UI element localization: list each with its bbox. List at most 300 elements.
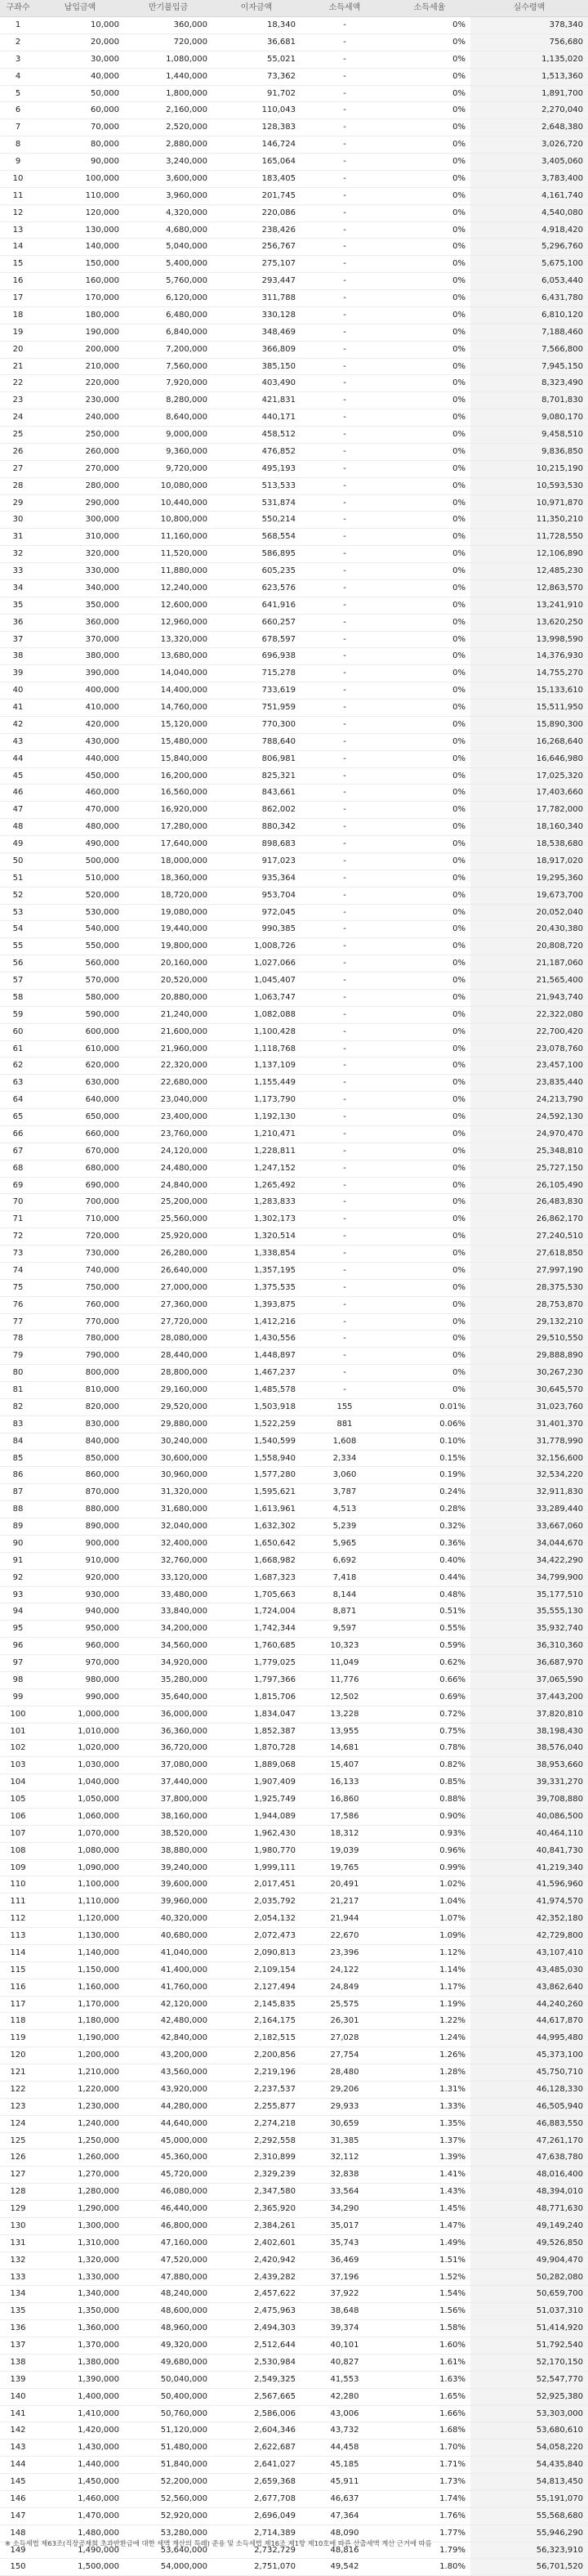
cell-income-tax: -	[301, 443, 389, 460]
cell-maturity-total: 32,400,000	[124, 1535, 212, 1552]
cell-maturity-total: 16,920,000	[124, 802, 212, 819]
cell-net-amount: 52,547,770	[470, 2371, 588, 2388]
cell-income-tax: 1,608	[301, 1433, 389, 1450]
cell-income-tax: 30,659	[301, 2115, 389, 2132]
cell-units: 14	[0, 239, 36, 256]
cell-tax-rate: 0%	[389, 170, 470, 187]
cell-units: 18	[0, 306, 36, 324]
cell-income-tax: -	[301, 700, 389, 717]
cell-interest: 36,681	[212, 34, 301, 51]
cell-payment: 1,240,000	[36, 2115, 124, 2132]
cell-tax-rate: 0%	[389, 409, 470, 427]
cell-maturity-total: 44,640,000	[124, 2115, 212, 2132]
table-row	[0, 239, 588, 256]
cell-tax-rate: 0%	[389, 51, 470, 68]
cell-tax-rate: 0%	[389, 1246, 470, 1263]
table-row	[0, 1979, 588, 1996]
cell-income-tax: 22,670	[301, 1928, 389, 1945]
cell-net-amount: 15,511,950	[470, 700, 588, 717]
table-row	[0, 1671, 588, 1688]
cell-interest: 2,237,537	[212, 2081, 301, 2098]
cell-maturity-total: 27,360,000	[124, 1296, 212, 1313]
cell-payment: 430,000	[36, 733, 124, 750]
cell-tax-rate: 0%	[389, 239, 470, 256]
cell-maturity-total: 24,480,000	[124, 1160, 212, 1177]
cell-units: 83	[0, 1415, 36, 1433]
cell-interest: 2,457,622	[212, 2286, 301, 2303]
cell-net-amount: 22,700,420	[470, 1023, 588, 1040]
table-row	[0, 34, 588, 51]
cell-tax-rate: 0.01%	[389, 1398, 470, 1415]
cell-units: 87	[0, 1484, 36, 1501]
cell-interest: 696,938	[212, 648, 301, 665]
cell-net-amount: 50,282,080	[470, 2269, 588, 2286]
cell-tax-rate: 0%	[389, 1040, 470, 1058]
cell-net-amount: 7,566,800	[470, 341, 588, 358]
cell-tax-rate: 0%	[389, 1330, 470, 1348]
cell-tax-rate: 0.32%	[389, 1518, 470, 1536]
cell-income-tax: -	[301, 324, 389, 341]
cell-tax-rate: 1.70%	[389, 2440, 470, 2457]
table-row	[0, 1484, 588, 1501]
cell-payment: 280,000	[36, 477, 124, 494]
cell-tax-rate: 1.28%	[389, 2064, 470, 2082]
cell-units: 124	[0, 2115, 36, 2132]
cell-tax-rate: 1.24%	[389, 2030, 470, 2047]
table-row	[0, 1228, 588, 1246]
cell-income-tax: -	[301, 1040, 389, 1058]
cell-interest: 788,640	[212, 733, 301, 750]
cell-interest: 1,999,111	[212, 1859, 301, 1876]
cell-payment: 330,000	[36, 563, 124, 580]
cell-payment: 510,000	[36, 870, 124, 887]
cell-net-amount: 32,911,830	[470, 1484, 588, 1501]
cell-net-amount: 42,352,180	[470, 1911, 588, 1928]
cell-maturity-total: 15,480,000	[124, 733, 212, 750]
cell-units: 81	[0, 1382, 36, 1399]
cell-income-tax: -	[301, 750, 389, 767]
cell-payment: 860,000	[36, 1467, 124, 1484]
table-row	[0, 2252, 588, 2269]
cell-net-amount: 45,750,710	[470, 2064, 588, 2082]
cell-payment: 1,100,000	[36, 1876, 124, 1894]
cell-income-tax: 12,502	[301, 1688, 389, 1706]
cell-net-amount: 47,638,780	[470, 2149, 588, 2167]
cell-payment: 480,000	[36, 819, 124, 836]
cell-interest: 641,916	[212, 597, 301, 614]
cell-income-tax: -	[301, 1365, 389, 1382]
table-row	[0, 1382, 588, 1399]
cell-income-tax: -	[301, 631, 389, 648]
cell-net-amount: 41,974,570	[470, 1894, 588, 1911]
cell-payment: 240,000	[36, 409, 124, 427]
cell-maturity-total: 4,320,000	[124, 204, 212, 221]
cell-interest: 1,265,492	[212, 1177, 301, 1194]
cell-payment: 590,000	[36, 1006, 124, 1023]
cell-maturity-total: 30,600,000	[124, 1450, 212, 1467]
cell-net-amount: 6,053,440	[470, 273, 588, 290]
cell-net-amount: 12,485,230	[470, 563, 588, 580]
cell-net-amount: 53,680,610	[470, 2422, 588, 2440]
cell-maturity-total: 35,640,000	[124, 1688, 212, 1706]
cell-payment: 790,000	[36, 1348, 124, 1365]
cell-tax-rate: 0%	[389, 443, 470, 460]
cell-interest: 2,659,368	[212, 2474, 301, 2491]
cell-payment: 70,000	[36, 119, 124, 136]
cell-units: 113	[0, 1928, 36, 1945]
cell-tax-rate: 0%	[389, 187, 470, 204]
cell-maturity-total: 27,720,000	[124, 1313, 212, 1330]
cell-units: 106	[0, 1808, 36, 1825]
table-row	[0, 1348, 588, 1365]
cell-payment: 290,000	[36, 494, 124, 512]
table-row	[0, 1398, 588, 1415]
cell-maturity-total: 46,800,000	[124, 2217, 212, 2234]
cell-units: 20	[0, 341, 36, 358]
cell-income-tax: 41,553	[301, 2371, 389, 2388]
cell-maturity-total: 30,240,000	[124, 1433, 212, 1450]
cell-net-amount: 20,808,720	[470, 938, 588, 955]
cell-tax-rate: 0%	[389, 614, 470, 631]
table-row	[0, 1313, 588, 1330]
cell-tax-rate: 0%	[389, 802, 470, 819]
cell-units: 69	[0, 1177, 36, 1194]
cell-income-tax: 17,586	[301, 1808, 389, 1825]
cell-net-amount: 35,555,130	[470, 1603, 588, 1621]
cell-income-tax: 27,028	[301, 2030, 389, 2047]
cell-units: 138	[0, 2354, 36, 2371]
cell-net-amount: 39,708,880	[470, 1791, 588, 1809]
cell-net-amount: 52,170,150	[470, 2354, 588, 2371]
cell-units: 101	[0, 1723, 36, 1740]
table-row	[0, 1706, 588, 1723]
cell-maturity-total: 28,440,000	[124, 1348, 212, 1365]
cell-units: 55	[0, 938, 36, 955]
cell-maturity-total: 7,560,000	[124, 358, 212, 375]
cell-tax-rate: 0.24%	[389, 1484, 470, 1501]
cell-units: 17	[0, 290, 36, 307]
table-row	[0, 512, 588, 529]
cell-net-amount: 378,340	[470, 17, 588, 34]
cell-units: 105	[0, 1791, 36, 1809]
cell-payment: 1,120,000	[36, 1911, 124, 1928]
cell-payment: 1,150,000	[36, 1961, 124, 1979]
table-row	[0, 51, 588, 68]
cell-payment: 580,000	[36, 989, 124, 1006]
table-row	[0, 614, 588, 631]
table-row	[0, 563, 588, 580]
table-row	[0, 2167, 588, 2184]
cell-units: 125	[0, 2132, 36, 2149]
cell-maturity-total: 46,080,000	[124, 2184, 212, 2201]
cell-maturity-total: 52,920,000	[124, 2507, 212, 2525]
cell-units: 64	[0, 1092, 36, 1109]
table-row	[0, 1757, 588, 1774]
header-interest: 이자금액	[212, 0, 301, 17]
cell-net-amount: 6,810,120	[470, 306, 588, 324]
cell-tax-rate: 0%	[389, 1296, 470, 1313]
cell-payment: 1,020,000	[36, 1740, 124, 1757]
cell-income-tax: 4,513	[301, 1501, 389, 1518]
table-row	[0, 1911, 588, 1928]
cell-maturity-total: 36,360,000	[124, 1723, 212, 1740]
cell-interest: 1,063,747	[212, 989, 301, 1006]
cell-units: 149	[0, 2542, 36, 2559]
cell-tax-rate: 1.74%	[389, 2490, 470, 2507]
table-row	[0, 682, 588, 700]
cell-interest: 1,705,663	[212, 1586, 301, 1603]
cell-income-tax: 23,396	[301, 1944, 389, 1961]
table-row	[0, 1467, 588, 1484]
table-row	[0, 392, 588, 409]
cell-maturity-total: 51,840,000	[124, 2457, 212, 2474]
cell-net-amount: 56,701,520	[470, 2559, 588, 2576]
table-row	[0, 1876, 588, 1894]
cell-net-amount: 55,191,070	[470, 2490, 588, 2507]
cell-net-amount: 39,331,270	[470, 1774, 588, 1791]
cell-net-amount: 5,296,760	[470, 239, 588, 256]
cell-units: 102	[0, 1740, 36, 1757]
cell-tax-rate: 0%	[389, 494, 470, 512]
cell-interest: 1,944,089	[212, 1808, 301, 1825]
cell-units: 119	[0, 2030, 36, 2047]
table-row	[0, 1825, 588, 1842]
cell-tax-rate: 0%	[389, 1109, 470, 1126]
cell-interest: 1,742,344	[212, 1621, 301, 1638]
cell-maturity-total: 6,840,000	[124, 324, 212, 341]
cell-units: 84	[0, 1433, 36, 1450]
cell-net-amount: 29,888,890	[470, 1348, 588, 1365]
cell-net-amount: 20,052,040	[470, 904, 588, 921]
cell-income-tax: -	[301, 204, 389, 221]
cell-maturity-total: 45,000,000	[124, 2132, 212, 2149]
cell-payment: 130,000	[36, 221, 124, 239]
cell-maturity-total: 360,000	[124, 17, 212, 34]
cell-net-amount: 28,375,530	[470, 1279, 588, 1296]
cell-net-amount: 1,891,700	[470, 85, 588, 102]
cell-net-amount: 13,241,910	[470, 597, 588, 614]
cell-interest: 1,430,556	[212, 1330, 301, 1348]
cell-maturity-total: 44,280,000	[124, 2098, 212, 2115]
cell-income-tax: -	[301, 85, 389, 102]
cell-units: 51	[0, 870, 36, 887]
table-row	[0, 1040, 588, 1058]
cell-maturity-total: 48,240,000	[124, 2286, 212, 2303]
cell-income-tax: 11,049	[301, 1655, 389, 1672]
cell-maturity-total: 12,960,000	[124, 614, 212, 631]
cell-tax-rate: 1.66%	[389, 2405, 470, 2422]
table-row	[0, 648, 588, 665]
cell-interest: 2,475,963	[212, 2303, 301, 2320]
cell-income-tax: -	[301, 341, 389, 358]
cell-units: 19	[0, 324, 36, 341]
cell-payment: 1,330,000	[36, 2269, 124, 2286]
cell-net-amount: 27,240,510	[470, 1228, 588, 1246]
cell-payment: 820,000	[36, 1398, 124, 1415]
cell-income-tax: 40,827	[301, 2354, 389, 2371]
cell-units: 61	[0, 1040, 36, 1058]
cell-net-amount: 3,783,400	[470, 170, 588, 187]
cell-income-tax: -	[301, 716, 389, 733]
cell-tax-rate: 0%	[389, 1177, 470, 1194]
cell-units: 68	[0, 1160, 36, 1177]
cell-payment: 1,210,000	[36, 2064, 124, 2082]
cell-maturity-total: 54,000,000	[124, 2559, 212, 2576]
cell-interest: 2,310,899	[212, 2149, 301, 2167]
cell-units: 120	[0, 2047, 36, 2064]
cell-maturity-total: 43,920,000	[124, 2081, 212, 2098]
cell-payment: 1,300,000	[36, 2217, 124, 2234]
cell-tax-rate: 0%	[389, 1143, 470, 1160]
cell-income-tax: 24,849	[301, 1979, 389, 1996]
cell-payment: 1,340,000	[36, 2286, 124, 2303]
cell-payment: 1,110,000	[36, 1894, 124, 1911]
cell-net-amount: 18,538,680	[470, 836, 588, 853]
cell-maturity-total: 19,440,000	[124, 921, 212, 938]
table-row	[0, 1279, 588, 1296]
cell-interest: 1,485,578	[212, 1382, 301, 1399]
cell-payment: 220,000	[36, 375, 124, 392]
cell-interest: 220,086	[212, 204, 301, 221]
cell-interest: 1,338,854	[212, 1246, 301, 1263]
cell-payment: 1,420,000	[36, 2422, 124, 2440]
cell-units: 12	[0, 204, 36, 221]
cell-maturity-total: 29,880,000	[124, 1415, 212, 1433]
cell-maturity-total: 11,520,000	[124, 546, 212, 563]
cell-net-amount: 21,187,060	[470, 955, 588, 973]
cell-maturity-total: 38,880,000	[124, 1842, 212, 1859]
cell-payment: 1,140,000	[36, 1944, 124, 1961]
cell-income-tax: -	[301, 102, 389, 119]
table-row	[0, 1415, 588, 1433]
cell-tax-rate: 0.96%	[389, 1842, 470, 1859]
cell-interest: 2,054,132	[212, 1911, 301, 1928]
cell-net-amount: 23,078,760	[470, 1040, 588, 1058]
table-row	[0, 1143, 588, 1160]
cell-tax-rate: 0%	[389, 1228, 470, 1246]
cell-payment: 1,310,000	[36, 2234, 124, 2252]
cell-tax-rate: 1.68%	[389, 2422, 470, 2440]
cell-income-tax: 39,374	[301, 2320, 389, 2337]
cell-maturity-total: 8,640,000	[124, 409, 212, 427]
cell-maturity-total: 14,400,000	[124, 682, 212, 700]
cell-units: 117	[0, 1996, 36, 2013]
table-row	[0, 2184, 588, 2201]
table-row	[0, 1688, 588, 1706]
cell-interest: 1,173,790	[212, 1092, 301, 1109]
cell-income-tax: 49,542	[301, 2559, 389, 2576]
cell-interest: 2,329,239	[212, 2167, 301, 2184]
cell-interest: 1,448,897	[212, 1348, 301, 1365]
cell-tax-rate: 1.37%	[389, 2132, 470, 2149]
table-row	[0, 2388, 588, 2405]
cell-maturity-total: 16,560,000	[124, 785, 212, 802]
cell-interest: 146,724	[212, 136, 301, 154]
cell-maturity-total: 23,040,000	[124, 1092, 212, 1109]
cell-units: 6	[0, 102, 36, 119]
cell-tax-rate: 0%	[389, 273, 470, 290]
cell-net-amount: 8,323,490	[470, 375, 588, 392]
table-row	[0, 1638, 588, 1655]
cell-units: 82	[0, 1398, 36, 1415]
cell-interest: 1,577,280	[212, 1467, 301, 1484]
cell-income-tax: 16,133	[301, 1774, 389, 1791]
cell-payment: 490,000	[36, 836, 124, 853]
cell-income-tax: 32,838	[301, 2167, 389, 2184]
cell-income-tax: 24,122	[301, 1961, 389, 1979]
cell-income-tax: -	[301, 512, 389, 529]
cell-income-tax: -	[301, 819, 389, 836]
cell-tax-rate: 0%	[389, 716, 470, 733]
cell-interest: 1,962,430	[212, 1825, 301, 1842]
cell-payment: 800,000	[36, 1365, 124, 1382]
cell-units: 108	[0, 1842, 36, 1859]
cell-interest: 1,907,409	[212, 1774, 301, 1791]
cell-interest: 1,760,685	[212, 1638, 301, 1655]
cell-interest: 1,889,068	[212, 1757, 301, 1774]
cell-tax-rate: 0%	[389, 1125, 470, 1143]
cell-tax-rate: 1.79%	[389, 2542, 470, 2559]
cell-income-tax: 18,312	[301, 1825, 389, 1842]
cell-maturity-total: 51,120,000	[124, 2422, 212, 2440]
cell-net-amount: 25,727,150	[470, 1160, 588, 1177]
cell-units: 121	[0, 2064, 36, 2082]
cell-tax-rate: 1.80%	[389, 2559, 470, 2576]
header-maturity-total: 만기불입금	[124, 0, 212, 17]
cell-income-tax: 13,955	[301, 1723, 389, 1740]
cell-net-amount: 34,799,900	[470, 1569, 588, 1586]
cell-tax-rate: 0%	[389, 973, 470, 990]
cell-income-tax: 26,301	[301, 2013, 389, 2030]
cell-interest: 1,008,726	[212, 938, 301, 955]
cell-payment: 690,000	[36, 1177, 124, 1194]
cell-units: 33	[0, 563, 36, 580]
cell-payment: 380,000	[36, 648, 124, 665]
cell-interest: 843,661	[212, 785, 301, 802]
cell-net-amount: 9,458,510	[470, 427, 588, 444]
cell-units: 80	[0, 1365, 36, 1382]
cell-maturity-total: 7,200,000	[124, 341, 212, 358]
cell-income-tax: 20,491	[301, 1876, 389, 1894]
footnote: ※ 소득세법 제63조(직장공제회 초과반환금에 대한 세액 계산의 특례) 준용 및 소득세법 제16조 제1항 제10호에 따른 산출세액 계산 근거에 따름	[5, 2539, 432, 2547]
cell-units: 25	[0, 427, 36, 444]
cell-net-amount: 10,971,870	[470, 494, 588, 512]
cell-interest: 2,604,346	[212, 2422, 301, 2440]
cell-interest: 2,751,070	[212, 2559, 301, 2576]
cell-interest: 18,340	[212, 17, 301, 34]
cell-interest: 385,150	[212, 358, 301, 375]
table-row	[0, 2081, 588, 2098]
table-row	[0, 2149, 588, 2167]
cell-payment: 740,000	[36, 1262, 124, 1279]
cell-interest: 605,235	[212, 563, 301, 580]
table-row	[0, 1006, 588, 1023]
cell-income-tax: 48,816	[301, 2542, 389, 2559]
cell-income-tax: -	[301, 239, 389, 256]
cell-interest: 1,687,323	[212, 1569, 301, 1586]
cell-payment: 640,000	[36, 1092, 124, 1109]
cell-interest: 1,375,535	[212, 1279, 301, 1296]
cell-units: 28	[0, 477, 36, 494]
cell-maturity-total: 8,280,000	[124, 392, 212, 409]
cell-interest: 1,045,407	[212, 973, 301, 990]
cell-interest: 165,064	[212, 154, 301, 171]
cell-tax-rate: 0%	[389, 1382, 470, 1399]
cell-tax-rate: 0.66%	[389, 1671, 470, 1688]
cell-payment: 90,000	[36, 154, 124, 171]
cell-units: 15	[0, 256, 36, 273]
table-row	[0, 494, 588, 512]
